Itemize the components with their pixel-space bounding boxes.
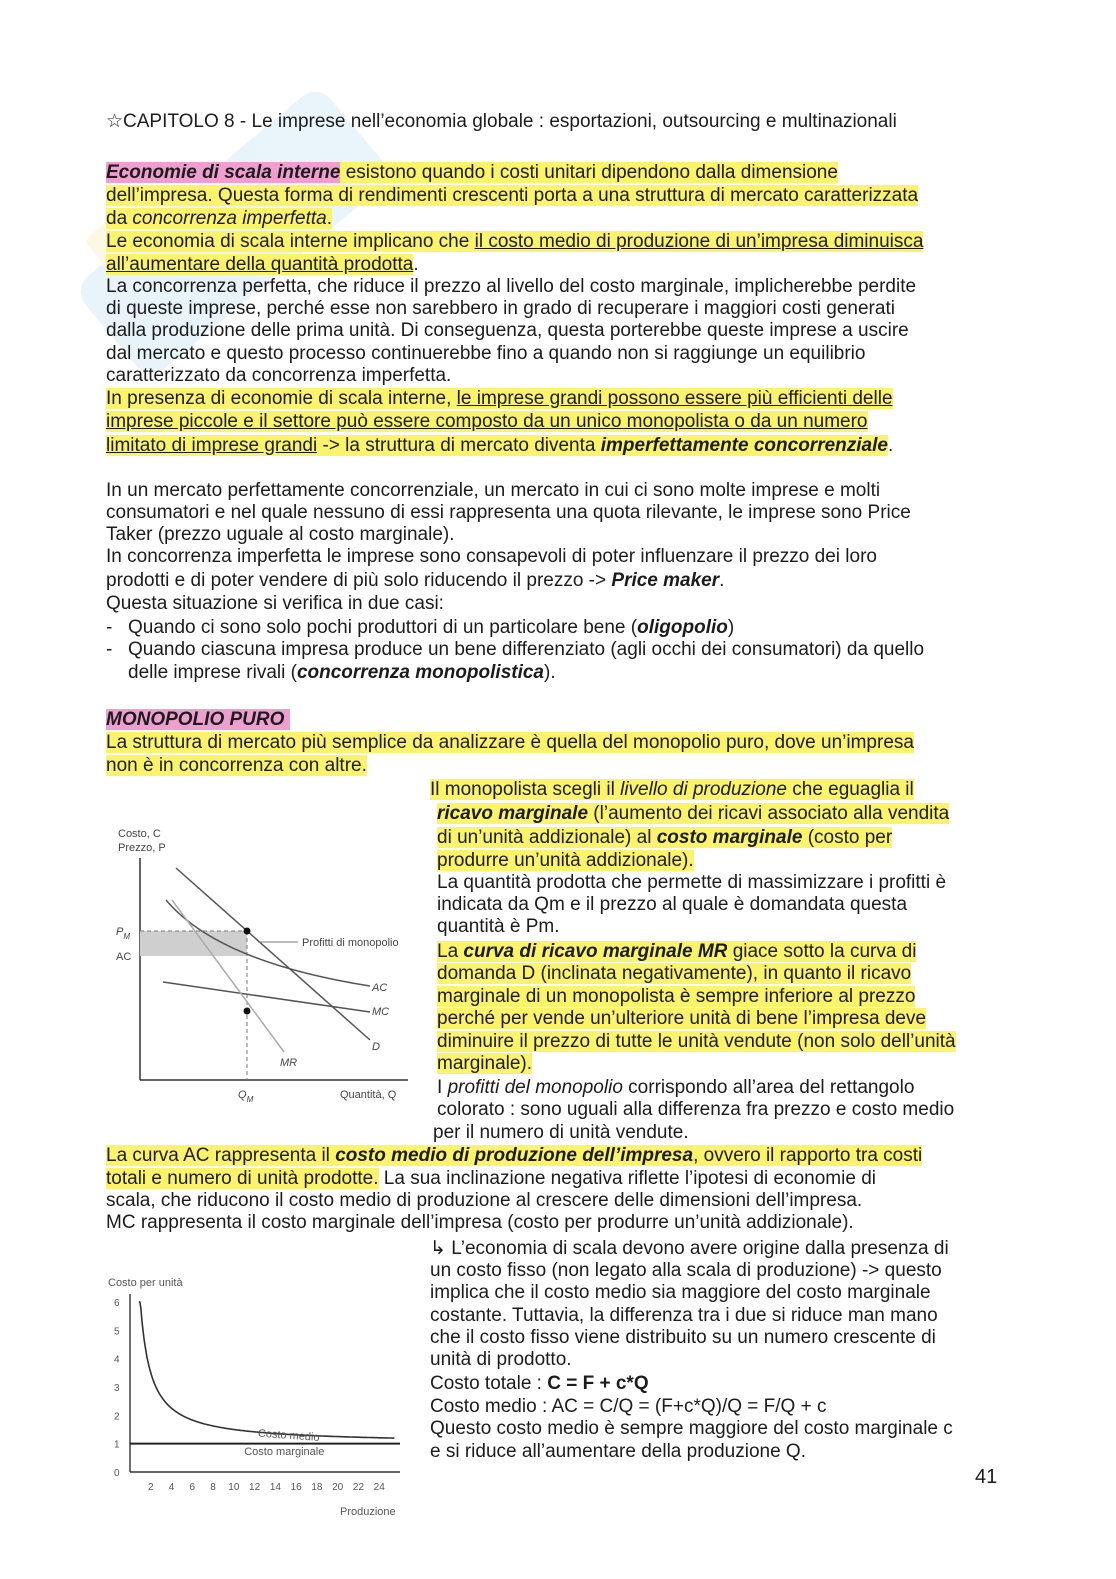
mr-curve: [172, 900, 284, 1052]
y-axis-label: Costo per unità: [108, 1277, 183, 1289]
mr-curve-label: MR: [280, 1057, 298, 1069]
y-tick-label: 5: [114, 1326, 120, 1338]
x-tick-label: 16: [290, 1482, 302, 1493]
cost-chart: [104, 1270, 414, 1522]
x-tick-label: 10: [228, 1482, 240, 1493]
x-tick-label: 24: [373, 1482, 385, 1493]
s1-line-11: In presenza di economie di scala interne, le imprese grandi possono essere più efficienti delle: [106, 388, 893, 409]
x-axis-label: Produzione: [340, 1506, 396, 1518]
y-tick-label: 4: [114, 1354, 120, 1366]
mc-mr-intersection: [244, 1008, 251, 1015]
ac-tick-label: AC: [116, 951, 132, 963]
mono-right-15: colorato : sono uguali alla differenza fra prezzo e costo medio: [437, 1099, 955, 1120]
scale-line-6: unità di prodotto.: [430, 1349, 572, 1370]
list-item-concorrenza-monopolistica: - Quando ciascuna impresa produce un bene differenziato (agli occhi dei consumatori) da quello: [106, 639, 925, 660]
mono-right-2: ricavo marginale (l’aumento dei ricavi associato alla vendita: [437, 803, 950, 824]
marginal-cost-label: Costo marginale: [244, 1446, 325, 1458]
monopoly-diagram: [108, 822, 418, 1110]
ac-line-3: scala, che riducono il costo medio di produzione al crescere delle dimensioni dell’impresa.: [106, 1190, 863, 1211]
s1-line-4: Le economia di scala interne implicano che il costo medio di produzione di un’impresa diminuisca: [106, 231, 924, 252]
ac-curve-label: AC: [372, 982, 388, 994]
s2-line-5: prodotti e di poter vendere di più solo riducendo il prezzo -> Price maker.: [106, 570, 725, 591]
x-tick-label: 4: [168, 1482, 175, 1493]
s1-line-8: dalla produzione delle prima unità. Di conseguenza, questa porterebbe queste imprese a uscire: [106, 320, 909, 341]
formula-costo-medio: Costo medio : AC = C/Q = (F+c*Q)/Q = F/Q + c: [430, 1396, 827, 1417]
x-tick-label: 6: [189, 1482, 196, 1493]
mono-line-2: non è in concorrenza con altre.: [106, 755, 367, 776]
formula-costo-totale: Costo totale : C = F + c*Q: [430, 1373, 649, 1394]
mono-right-8: La curva di ricavo marginale MR giace sotto la curva di: [437, 941, 917, 962]
profit-label: Profitti di monopolio: [302, 937, 399, 949]
y-tick-label: 3: [114, 1383, 120, 1394]
scale-line-2: un costo fisso (non legato alla scala di produzione) -> questo: [430, 1260, 942, 1281]
s1-line-3: da concorrenza imperfetta.: [106, 208, 333, 229]
scale-line-5: che il costo fisso viene distribuito su un numero crescente di: [430, 1327, 936, 1348]
demand-point: [244, 928, 251, 935]
y-tick-label: 6: [114, 1298, 120, 1309]
x-tick-label: 12: [249, 1482, 261, 1493]
s1-line-2: dell’impresa. Questa forma di rendimenti crescenti porta a una struttura di mercato caratterizzata: [106, 185, 919, 206]
mono-right-5: La quantità prodotta che permette di massimizzare i profitti è: [437, 872, 947, 893]
d-curve-label: D: [372, 1041, 380, 1053]
mono-right-11: perché per vende un’ulteriore unità di bene l’impresa deve: [437, 1008, 927, 1029]
mono-right-7: quantità è Pm.: [437, 916, 560, 937]
section-heading-monopolio-puro: MONOPOLIO PURO: [106, 709, 290, 731]
mono-right-12: diminuire il prezzo di tutte le unità vendute (non solo dell’unità: [437, 1031, 956, 1052]
mono-right-10: marginale di un monopolista è sempre inferiore al prezzo: [437, 986, 916, 1007]
scale-line-4: costante. Tuttavia, la differenza tra i due si riduce man mano: [430, 1305, 938, 1326]
mc-curve-label: MC: [372, 1006, 390, 1018]
x-axis-label-quantita: Quantità, Q: [340, 1089, 397, 1101]
s1-line-7: di queste imprese, perché esse non sarebbero in grado di recuperare i maggiori costi generati: [106, 298, 895, 319]
mono-right-16: per il numero di unità vendute.: [433, 1122, 689, 1143]
list-item-continuation: delle imprese rivali (concorrenza monopolistica).: [128, 662, 556, 683]
x-tick-label: 18: [311, 1482, 323, 1493]
mono-right-3: di un’unità addizionale) al costo marginale (costo per: [437, 827, 893, 848]
y-tick-label: 0: [114, 1468, 120, 1479]
mc-curve: [163, 982, 370, 1012]
ac-line-2: totali e numero di unità prodotte. La sua inclinazione negativa riflette l’ipotesi di economie di: [106, 1168, 876, 1189]
s2-line-2: consumatori e nel quale nessuno di essi rappresenta una quota rilevante, le imprese sono Price: [106, 502, 911, 523]
x-tick-label: 22: [352, 1482, 365, 1493]
scale-line-7: Questo costo medio è sempre maggiore del costo marginale c: [430, 1418, 953, 1439]
scale-line-8: e si riduce all’aumentare della produzione Q.: [430, 1441, 806, 1462]
scale-line-1: ↳ L’economia di scala devono avere origine dalla presenza di: [430, 1238, 949, 1259]
s1-line-5: all’aumentare della quantità prodotta.: [106, 254, 419, 275]
mono-right-14: I profitti del monopolio corrispondo all’area del rettangolo: [437, 1077, 915, 1098]
x-tick-label: 14: [269, 1482, 281, 1493]
s2-line-1: In un mercato perfettamente concorrenziale, un mercato in cui ci sono molte imprese e molti: [106, 480, 881, 501]
mono-right-6: indicata da Qm e il prezzo al quale è domandata questa: [437, 894, 908, 915]
ac-line-1: La curva AC rappresenta il costo medio di produzione dell’impresa, ovvero il rapporto tra costi: [106, 1145, 923, 1166]
y-axis-label-costo: Costo, C: [118, 828, 161, 840]
mono-right-4: produrre un’unità addizionale).: [437, 850, 694, 871]
x-tick-label: 2: [147, 1482, 154, 1493]
y-tick-label: 1: [114, 1439, 120, 1451]
mono-right-1: Il monopolista scegli il livello di produzione che eguaglia il: [430, 779, 914, 800]
scale-line-3: implica che il costo medio sia maggiore del costo marginale: [430, 1282, 931, 1303]
x-tick-label: 20: [332, 1482, 344, 1493]
x-tick-label: 8: [210, 1482, 216, 1493]
s1-line-13: limitato di imprese grandi -> la struttura di mercato diventa imperfettamente concorrenziale.: [106, 435, 894, 456]
y-axis-label-prezzo: Prezzo, P: [118, 842, 166, 854]
profit-rectangle: [140, 931, 247, 956]
s2-line-3: Taker (prezzo uguale al costo marginale).: [106, 524, 455, 545]
qm-tick-label: $Q_M$: [238, 1089, 254, 1104]
list-item-oligopolio: - Quando ci sono solo pochi produttori di un particolare bene (oligopolio): [106, 617, 735, 638]
list-dash: -: [106, 617, 113, 638]
page-number: 41: [975, 1466, 998, 1488]
s1-line-1: Economie di scala interne esistono quando i costi unitari dipendono dalla dimensione: [106, 162, 838, 183]
ac-line-4: MC rappresenta il costo marginale dell’impresa (costo per produrre un’unità addizionale).: [106, 1212, 854, 1233]
s1-line-9: dal mercato e questo processo continuerebbe fino a quando non si raggiunge un equilibrio: [106, 343, 866, 364]
s1-line-10: caratterizzato da concorrenza imperfetta.: [106, 365, 452, 386]
mono-right-13: marginale).: [437, 1053, 533, 1074]
list-dash: -: [106, 639, 113, 660]
term-economie-scala-interne: Economie di scala interne: [106, 162, 341, 183]
average-cost-line: [139, 1302, 394, 1438]
average-cost-label: Costo medio: [257, 1427, 320, 1444]
s2-line-4: In concorrenza imperfetta le imprese sono consapevoli di poter influenzare il prezzo dei loro: [106, 546, 877, 567]
mono-line-1: La struttura di mercato più semplice da analizzare è quella del monopolio puro, dove un’impresa: [106, 732, 914, 753]
y-tick-label: 2: [114, 1411, 120, 1423]
s1-line-12: imprese piccole e il settore può essere composto da un unico monopolista o da un numero: [106, 411, 868, 432]
chapter-title: ☆CAPITOLO 8 - Le imprese nell’economia globale : esportazioni, outsourcing e multinazionali: [106, 111, 897, 132]
s1-line-6: La concorrenza perfetta, che riduce il prezzo al livello del costo marginale, implicherebbe perdite: [106, 276, 917, 297]
pm-tick-label: $P_M$: [116, 926, 131, 941]
mono-right-9: domanda D (inclinata negativamente), in quanto il ricavo: [437, 963, 912, 984]
s2-line-6: Questa situazione si verifica in due casi:: [106, 593, 444, 614]
